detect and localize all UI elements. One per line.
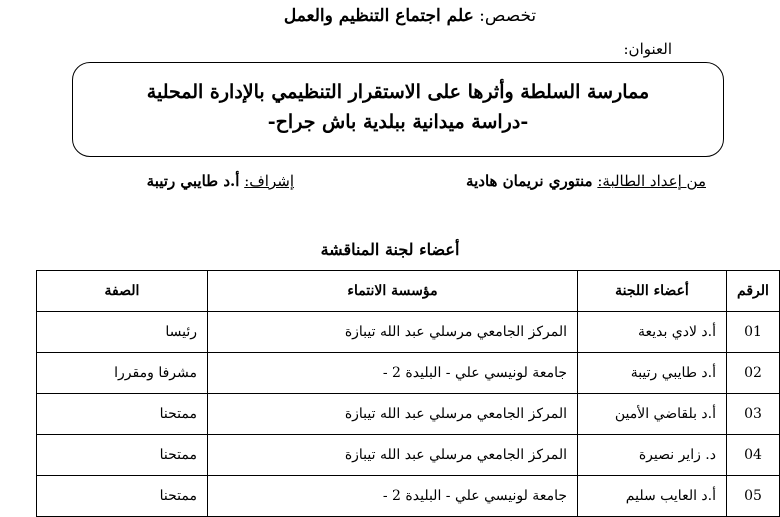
member-name: أ.د طايبي رتيبة: [578, 353, 727, 394]
title-label: العنوان:: [623, 40, 672, 58]
table-row: [37, 353, 780, 394]
member-role: ممتحنا: [37, 435, 208, 476]
row-number: 01: [727, 312, 780, 353]
thesis-title-box: [72, 62, 724, 157]
prepared-value: منتوري نريمان هادية: [466, 172, 593, 190]
committee-table: [36, 270, 780, 517]
member-role: مشرفا ومقررا: [37, 353, 208, 394]
member-institution: جامعة لونيسي علي - البليدة 2 -: [208, 476, 578, 517]
row-number: 04: [727, 435, 780, 476]
table-row: [37, 476, 780, 517]
member-name: أ.د لادي بديعة: [578, 312, 727, 353]
prepared-by: [466, 172, 706, 190]
table-row: [37, 394, 780, 435]
member-role: ممتحنا: [37, 476, 208, 517]
prepared-label: من إعداد الطالبة:: [597, 172, 706, 190]
header-number: الرقم: [727, 271, 780, 312]
member-institution: المركز الجامعي مرسلي عبد الله تيبازة: [208, 435, 578, 476]
row-number: 02: [727, 353, 780, 394]
header-role: الصفة: [37, 271, 208, 312]
specialty-label: تخصص:: [479, 6, 537, 26]
row-number: 05: [727, 476, 780, 517]
committee-title: أعضاء لجنة المناقشة: [320, 240, 460, 259]
thesis-subtitle: -دراسة ميدانية ببلدية باش جراح-: [267, 111, 529, 133]
member-role: ممتحنا: [37, 394, 208, 435]
member-name: أ.د العايب سليم: [578, 476, 727, 517]
header-member: أعضاء اللجنة: [578, 271, 727, 312]
table-row: [37, 312, 780, 353]
specialty-line: [0, 6, 780, 26]
member-institution: المركز الجامعي مرسلي عبد الله تيبازة: [208, 312, 578, 353]
member-name: أ.د بلقاضي الأمين: [578, 394, 727, 435]
member-institution: المركز الجامعي مرسلي عبد الله تيبازة: [208, 394, 578, 435]
table-header-row: [37, 271, 780, 312]
row-number: 03: [727, 394, 780, 435]
supervisor-label: إشراف:: [244, 172, 294, 190]
member-name: د. زاير نصيرة: [578, 435, 727, 476]
supervisor: [147, 172, 294, 190]
member-institution: جامعة لونيسي علي - البليدة 2 -: [208, 353, 578, 394]
table-row: [37, 435, 780, 476]
thesis-title: ممارسة السلطة وأثرها على الاستقرار التنظيمي بالإدارة المحلية: [146, 81, 650, 103]
specialty-value: علم اجتماع التنظيم والعمل: [283, 6, 474, 26]
member-role: رئيسا: [37, 312, 208, 353]
header-institution: مؤسسة الانتماء: [208, 271, 578, 312]
supervisor-value: أ.د طايبي رتيبة: [146, 172, 240, 190]
